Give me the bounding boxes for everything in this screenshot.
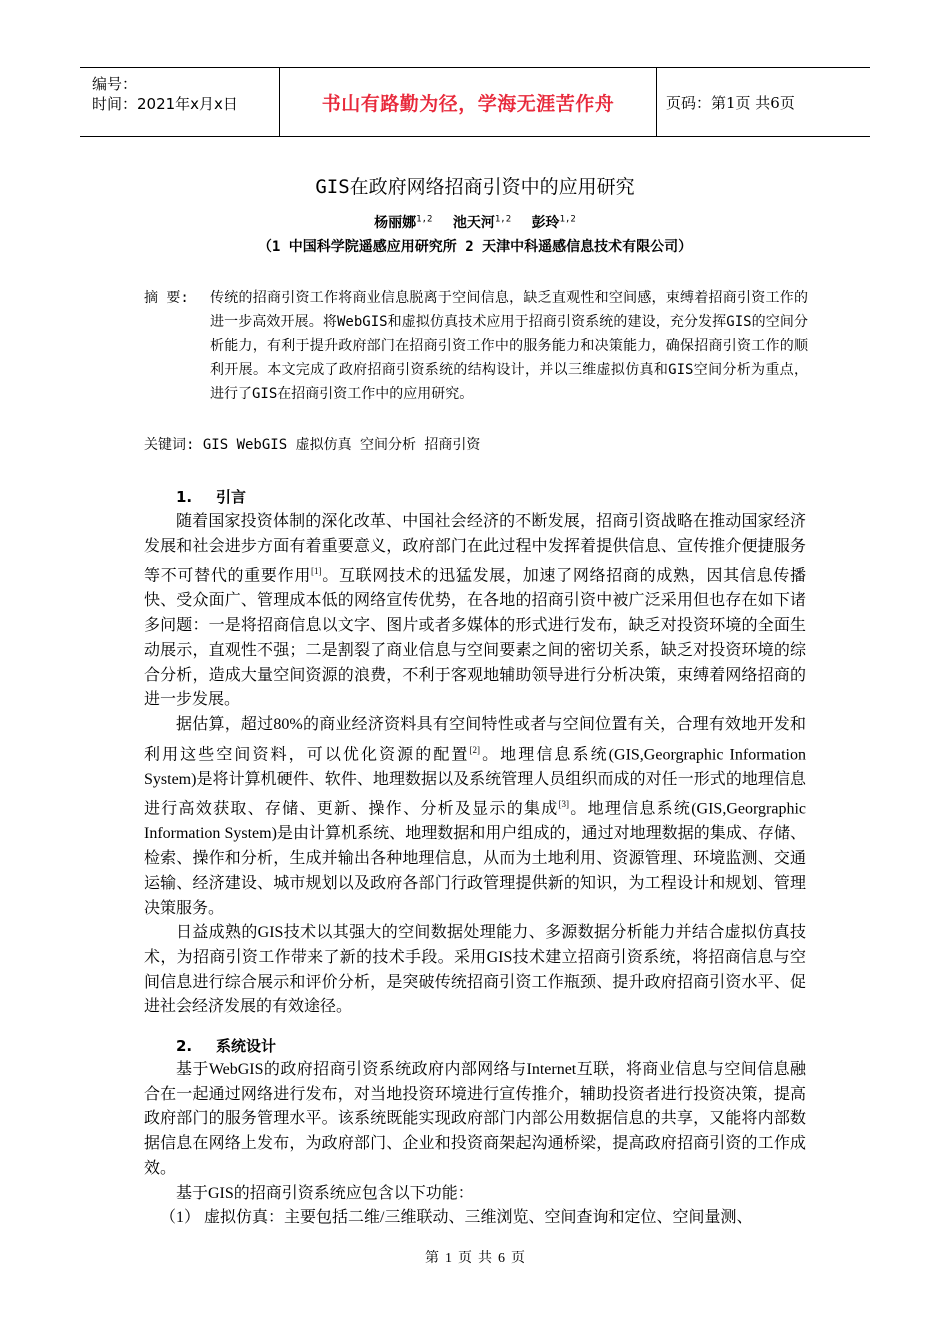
total-pages: 6 [498,1251,505,1266]
header-motto: 书山有路勤为径，学海无涯苦作舟 [280,68,657,136]
time-label: 时间：2021年x月x日 [92,95,238,113]
citation: [2] [469,744,481,755]
abstract-label: 摘 要: [144,290,189,306]
author-list [0,212,950,232]
header-page-code: 页码：第1页 共6页 [666,93,795,112]
section-1-body [144,510,806,1020]
header-meta [80,68,280,136]
paragraph: 基于WebGIS的政府招商引资系统政府内部网络与Internet互联，将商业信息与空间信息融合在一起通过网络进行发布，对当地投资环境进行宣传推介，辅助投资者进行投资决策，提高政府部门的服务管理水平。该系统既能实现政府部门内部公用数据信息的共享，又能将内部数据信息在网络上发布，为政府部门、企业和投资商架起沟通桥梁，提高政府招商引资的工作成效。 [144,1061,806,1177]
citation: [3] [558,799,570,810]
author: 池天河$^{1,2}$ [452,214,512,231]
paragraph: 随着国家投资体制的深化改革、中国社会经济的不断发展，招商引资战略在推动国家经济发展和社会进步方面有着重要意义，政府部门在此过程中发挥着提供信息、宣传推介便捷服务等不可替代的重要作用[1]。互联网技术的迅猛发展，加速了网络招商的成熟，因其信息传播快、受众面广、管理成本低的网络宣传优势，在各地的招商引资中被广泛采用但也存在如下诸多问题：一是将招商信息以文字、图片或者多媒体的形式进行发布，缺乏对投资环境的全面生动展示，直观性不强；二是割裂了商业信息与空间要素之间的密切关系，缺乏对投资环境的综合分析，造成大量空间资源的浪费，不利于客观地辅助领导进行分析决策，束缚着网络招商的进一步发展。 [144,513,806,709]
section-2-heading: 2. 系统设计 [176,1037,277,1055]
citation: [1] [311,566,322,577]
list-item: （1） 虚拟仿真：主要包括二维/三维联动、三维浏览、空间查询和定位、空间量测、 [160,1209,753,1227]
abstract-text: 传统的招商引资工作将商业信息脱离于空间信息，缺乏直观性和空间感，束缚着招商引资工作的进一步高效开展。将WebGIS和虚拟仿真技术应用于招商引资系统的建设，充分发挥GIS的空间分析能力，有利于提升政府部门在招商引资工作中的服务能力和决策能力，确保招商引资工作的顺利开展。本文完成了政府招商引资系统的结构设计，并以三维虚拟仿真和GIS空间分析为重点，进行了GIS在招商引资工作中的应用研究。 [210,290,808,402]
document-header [80,67,870,137]
paragraph: 基于GIS的招商引资系统应包含以下功能： [176,1184,474,1202]
paragraph: 日益成熟的GIS技术以其强大的空间数据处理能力、多源数据分析能力并结合虚拟仿真技术，为招商引资工作带来了新的技术手段。采用GIS技术建立招商引资系统，将招商信息与空间信息进行综合展示和评价分析，是突破传统招商引资工作瓶颈、提升政府招商引资水平、促进社会经济发展的有效途径。 [144,924,806,1016]
section-1-heading: 1. 引言 [176,488,247,506]
paragraph: 据估算，超过80%的商业经济资料具有空间特性或者与空间位置有关，合理有效地开发和利用这些空间资料，可以优化资源的配置[2]。地理信息系统(GIS,Georgraphic Information System)是将计算机硬件、软件、地理数据以及系统管理人员组织而成的对任一形式的地理信息进行高效获取、存储、更新、操作、分析及显示的集成[3]。地理信息系统(GIS,Georgraphic Information System)是由计算机系统、地理数据和用户组成的，通过对地理数据的集成、存储、检索、操作和分析，生成并输出各种地理信息，从而为土地利用、资源管理、环境监测、交通运输、经济建设、城市规划以及政府各部门行政管理提供新的知识，为工程设计和规划、管理决策服务。 [144,715,806,917]
author: 杨丽娜$^{1,2}$ [374,214,433,231]
author: 彭玲$^{1,2}$ [531,214,576,231]
current-page: 1 [445,1251,452,1266]
abstract [144,286,808,406]
page-footer: 第 1 页 共 6 页 [425,1251,525,1266]
affiliation: （1 中国科学院遥感应用研究所 2 天津中科遥感信息技术有限公司） [257,239,693,255]
doc-number-label: 编号： [92,75,138,93]
paper-title: GIS在政府网络招商引资中的应用研究 [315,176,635,198]
section-2-body [144,1058,806,1231]
keywords: 关键词: GIS WebGIS 虚拟仿真 空间分析 招商引资 [144,437,481,453]
